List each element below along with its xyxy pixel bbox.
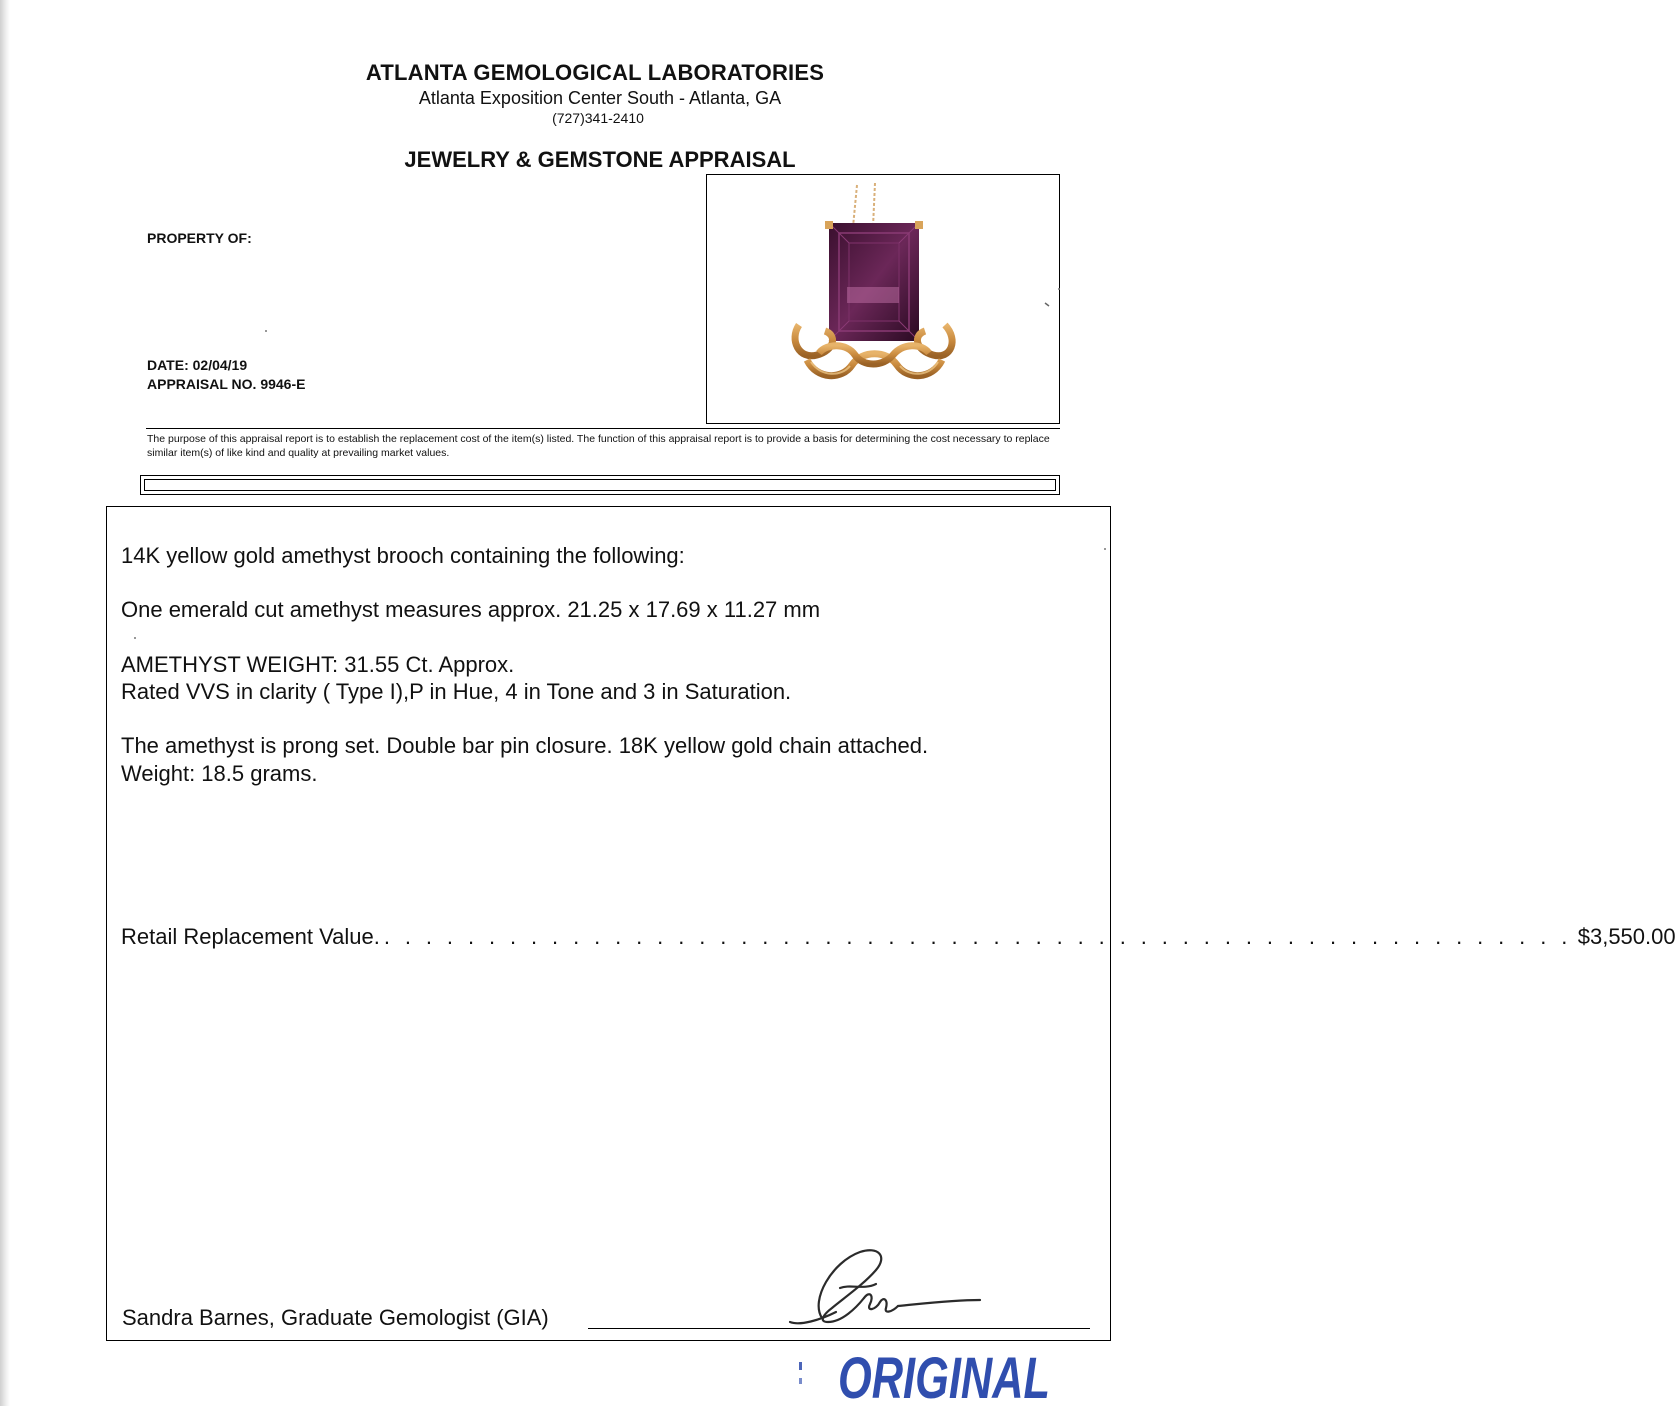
section-divider <box>140 475 1060 495</box>
item-description: 14K yellow gold amethyst brooch containing the following: <box>121 543 685 568</box>
retail-value-label: Retail Replacement Value. <box>121 924 380 949</box>
appraisal-number: APPRAISAL NO. 9946-E <box>147 376 306 392</box>
retail-value-row <box>121 924 1676 952</box>
handwritten-signature <box>780 1238 1000 1333</box>
disclaimer-text: The purpose of this appraisal report is to establish the replacement cost of the item(s) listed. The function of this appraisal report is to provide a basis for determining the cost necessary to replace similar item(s) of like kind and quality at prevailing market values. <box>147 433 1050 459</box>
scan-edge-shadow <box>0 0 10 1406</box>
setting-details: The amethyst is prong set. Double bar pin closure. 18K yellow gold chain attached. <box>121 733 929 758</box>
document-title: JEWELRY & GEMSTONE APPRAISAL <box>404 147 796 172</box>
scan-speck <box>265 330 267 332</box>
property-of-label: PROPERTY OF: <box>147 230 252 246</box>
appraisal-date: DATE: 02/04/19 <box>147 357 248 373</box>
item-weight: Weight: 18.5 grams. <box>121 761 318 786</box>
amethyst-brooch-image <box>707 175 1059 423</box>
scan-speck <box>134 637 136 639</box>
signer-name: Sandra Barnes, Graduate Gemologist (GIA) <box>122 1305 549 1330</box>
stone-weight: AMETHYST WEIGHT: 31.55 Ct. Approx. <box>121 652 515 677</box>
item-photo <box>706 174 1060 424</box>
lab-address: Atlanta Exposition Center South - Atlanta, GA <box>418 88 782 108</box>
original-stamp-text: ORIGINAL <box>838 1346 1050 1406</box>
scan-speck <box>1058 288 1060 290</box>
lab-name: ATLANTA GEMOLOGICAL LABORATORIES <box>365 60 825 85</box>
scan-speck <box>1104 548 1106 550</box>
lab-phone: (727)341-2410 <box>552 110 644 126</box>
leader-dots: . . . . . . . . . . . . . . . . . . . . . . . . . . . . . . . . . . . . . . . . . . . . . . . . . . . . . . . . . <box>383 924 1572 949</box>
stone-rating: Rated VVS in clarity ( Type I),P in Hue, 4 in Tone and 3 in Saturation. <box>121 679 792 704</box>
stone-measurements: One emerald cut amethyst measures approx. 21.25 x 17.69 x 11.27 mm <box>121 597 821 622</box>
original-stamp <box>790 1346 1060 1406</box>
disclaimer-rule <box>146 428 1060 429</box>
retail-value-amount: $3,550.00 <box>1577 924 1676 949</box>
